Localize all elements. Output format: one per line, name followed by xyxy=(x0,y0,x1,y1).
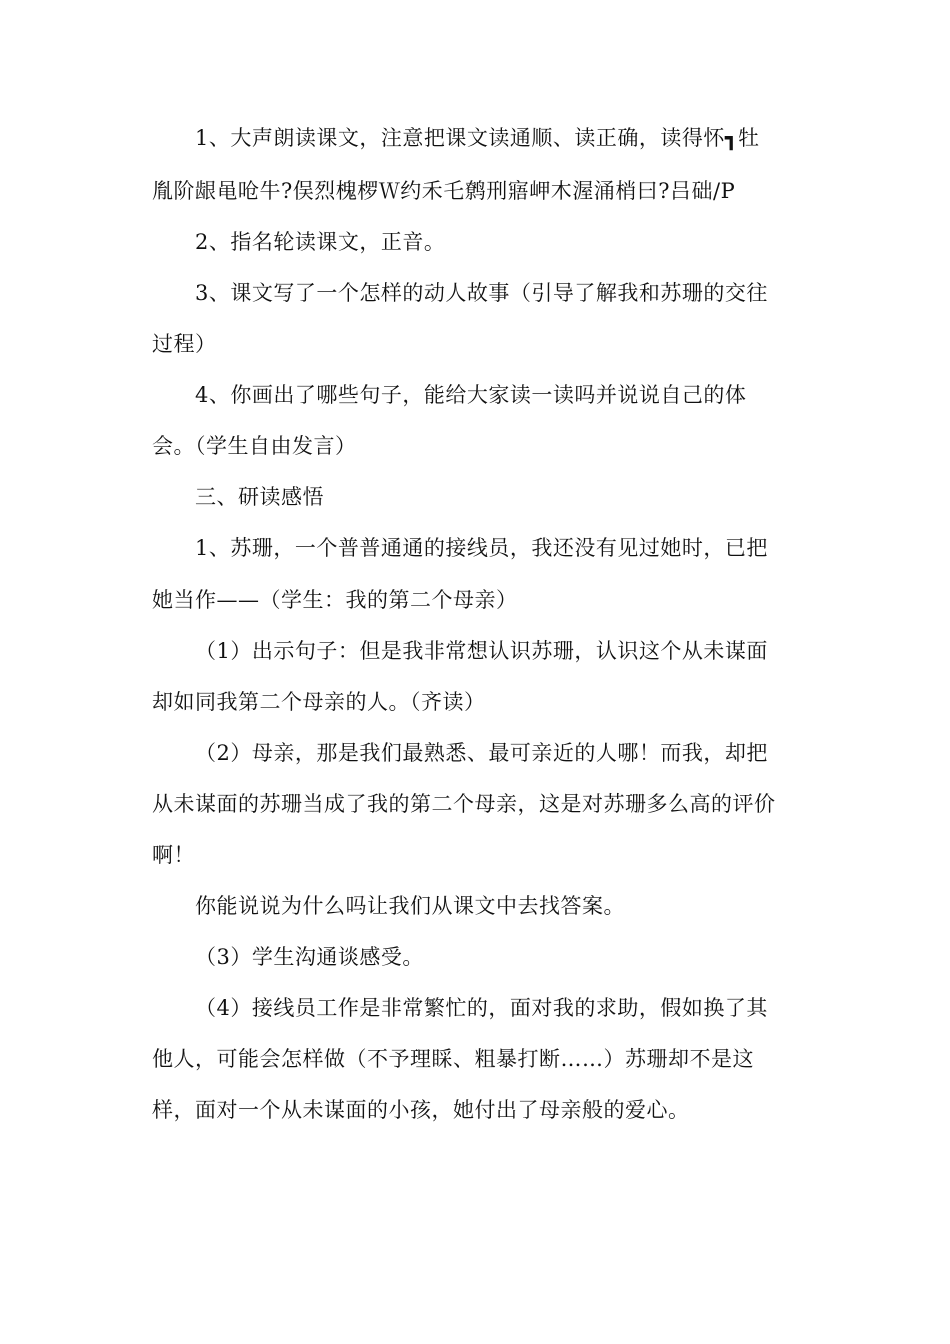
paragraph-line-7: 会。（学生自由发言） xyxy=(152,434,357,458)
paragraph-line-13: （2）母亲，那是我们最熟悉、最可亲近的人哪！而我，却把 xyxy=(195,741,768,765)
paragraph-line-1: 1、大声朗读课文，注意把课文读通顺、读正确，读得怀┓牡 xyxy=(195,126,760,150)
paragraph-line-6: 4、你画出了哪些句子，能给大家读一读吗并说说自己的体 xyxy=(195,383,747,407)
paragraph-line-19: 他人，可能会怎样做（不予理睬、粗暴打断……）苏珊却不是这 xyxy=(152,1047,754,1071)
paragraph-line-2: 胤阶龈黾呛牛?俣烈槐椤Ｗ约禾乇鹩刑寤岬木渥涌梢曰?吕础/P xyxy=(152,179,736,203)
paragraph-line-11: （1）出示句子：但是我非常想认识苏珊，认识这个从未谋面 xyxy=(195,639,768,663)
paragraph-line-18: （4）接线员工作是非常繁忙的，面对我的求助，假如换了其 xyxy=(195,996,768,1020)
paragraph-line-20: 样，面对一个从未谋面的小孩，她付出了母亲般的爱心。 xyxy=(152,1098,690,1122)
paragraph-line-14: 从未谋面的苏珊当成了我的第二个母亲，这是对苏珊多么高的评价 xyxy=(152,792,776,816)
paragraph-line-3: 2、指名轮读课文，正音。 xyxy=(195,230,446,254)
paragraph-line-17: （3）学生沟通谈感受。 xyxy=(195,945,424,969)
paragraph-line-5: 过程） xyxy=(152,332,217,356)
paragraph-line-15: 啊！ xyxy=(152,843,195,867)
paragraph-line-16: 你能说说为什么吗让我们从课文中去找答案。 xyxy=(195,894,625,918)
paragraph-line-12: 却如同我第二个母亲的人。（齐读） xyxy=(152,690,486,714)
paragraph-line-9: 1、苏珊，一个普普通通的接线员，我还没有见过她时，已把 xyxy=(195,536,768,560)
paragraph-line-4: 3、课文写了一个怎样的动人故事（引导了解我和苏珊的交往 xyxy=(195,281,768,305)
paragraph-line-10: 她当作——（学生：我的第二个母亲） xyxy=(152,588,518,612)
section-heading: 三、研读感悟 xyxy=(195,485,324,509)
